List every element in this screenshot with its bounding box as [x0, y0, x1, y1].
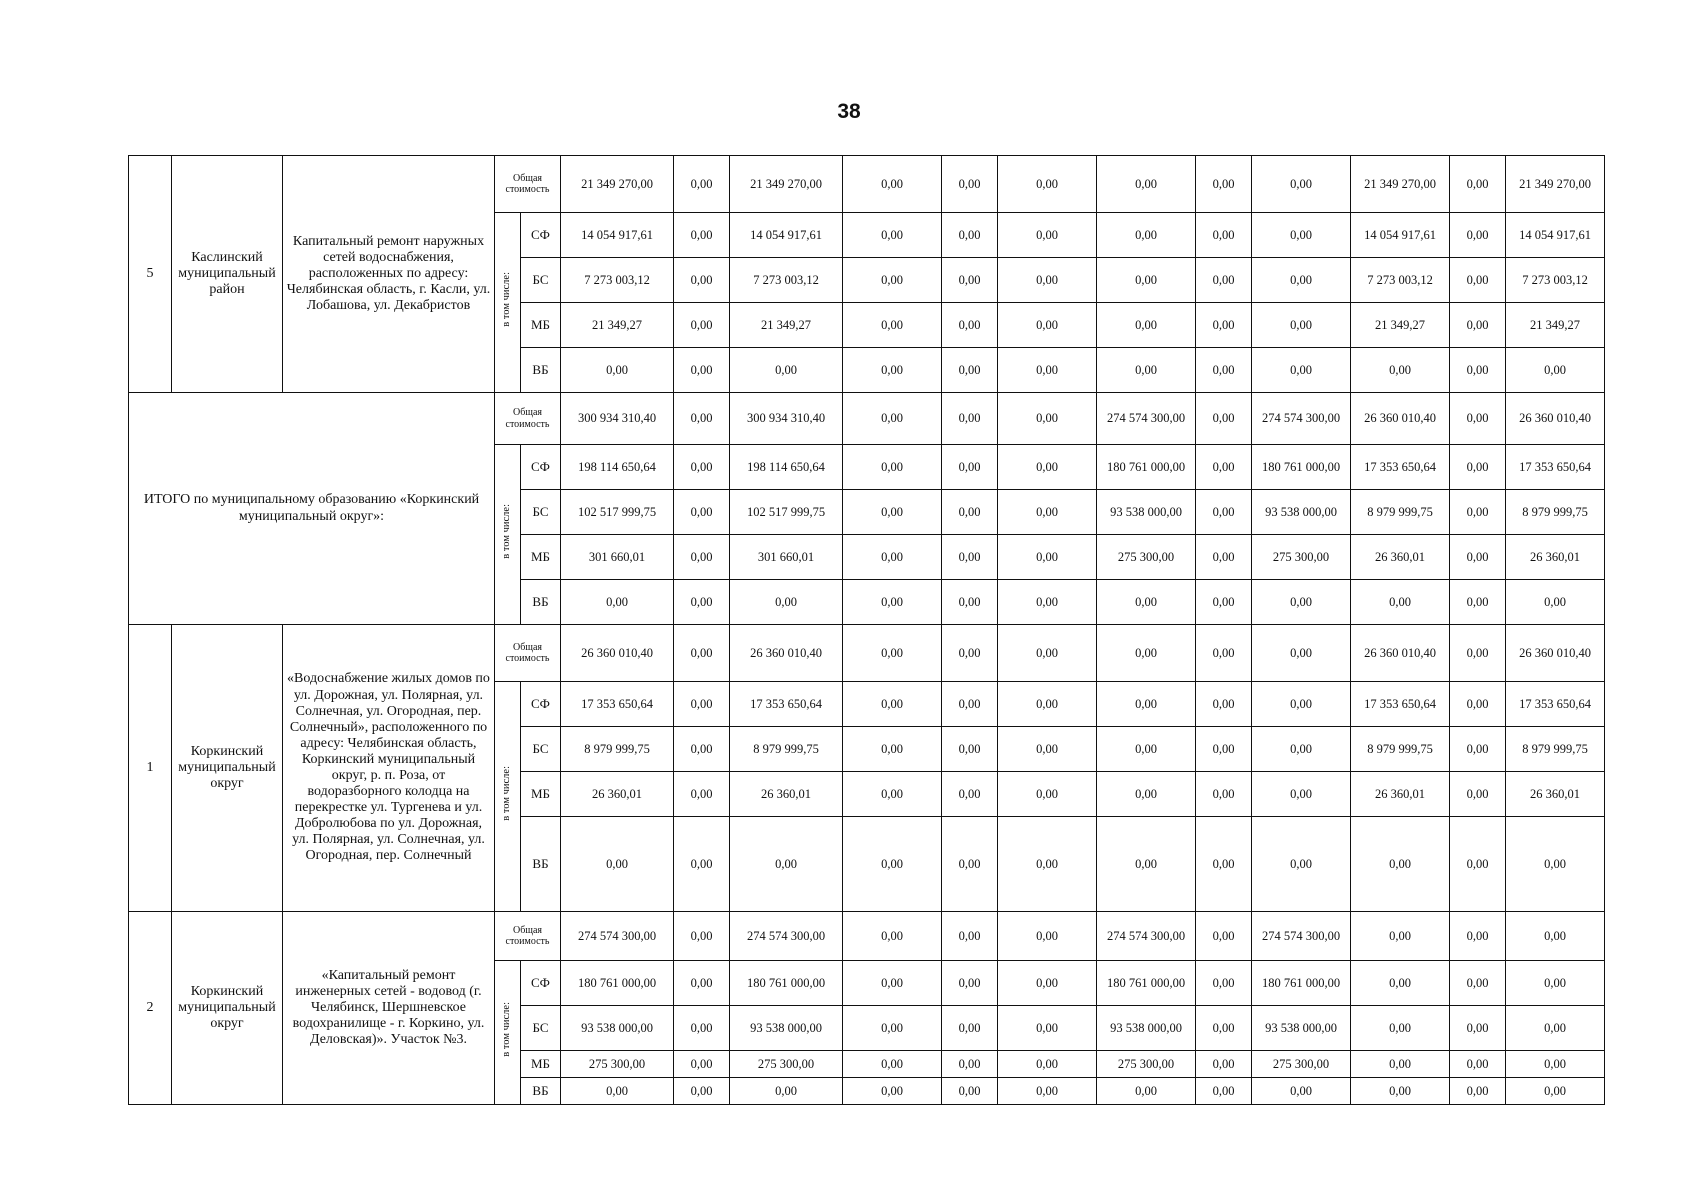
- amount-cell: 0,00: [1097, 303, 1196, 348]
- amount-cell: 0,00: [561, 1078, 674, 1105]
- amount-cell: 0,00: [1351, 961, 1450, 1006]
- amount-cell: 0,00: [843, 625, 942, 682]
- amount-cell: 180 761 000,00: [1097, 961, 1196, 1006]
- municipality-name: Коркинский муниципальный округ: [172, 912, 283, 1105]
- amount-cell: 0,00: [843, 535, 942, 580]
- amount-cell: 0,00: [730, 1078, 843, 1105]
- amount-cell: 102 517 999,75: [561, 490, 674, 535]
- amount-cell: 0,00: [843, 817, 942, 912]
- amount-cell: 0,00: [942, 258, 998, 303]
- amount-cell: 14 054 917,61: [730, 213, 843, 258]
- amount-cell: 0,00: [1196, 213, 1252, 258]
- amount-cell: 0,00: [1097, 682, 1196, 727]
- amount-cell: 0,00: [998, 912, 1097, 961]
- including-text: в том числе:: [501, 1002, 513, 1058]
- amount-cell: 0,00: [1252, 580, 1351, 625]
- amount-cell: 0,00: [998, 772, 1097, 817]
- amount-cell: 0,00: [1196, 625, 1252, 682]
- amount-cell: 0,00: [998, 961, 1097, 1006]
- including-label: [495, 213, 521, 393]
- amount-cell: 0,00: [843, 580, 942, 625]
- table-row: [129, 393, 1605, 445]
- amount-cell: 0,00: [1506, 580, 1605, 625]
- amount-cell: 0,00: [1196, 490, 1252, 535]
- project-description: «Водоснабжение жилых домов по ул. Дорожная, ул. Полярная, ул. Солнечная, ул. Огородная, пер. Солнечный», расположенного по адресу: Челябинская область, Коркинский муниципальный округ, р. п. Роза, от водоразборного колодца на перекрестке ул. Тургенева и ул. Добролюбова по ул. Дорожная, ул. Полярная, ул. Солнечная, ул. Огородная, пер. Солнечный: [283, 625, 495, 912]
- amount-cell: 0,00: [1252, 682, 1351, 727]
- fund-code: СФ: [521, 445, 561, 490]
- amount-cell: 0,00: [1450, 1078, 1506, 1105]
- amount-cell: 275 300,00: [1252, 535, 1351, 580]
- amount-cell: 0,00: [1450, 535, 1506, 580]
- amount-cell: 0,00: [942, 727, 998, 772]
- amount-cell: 0,00: [674, 1006, 730, 1051]
- amount-cell: 0,00: [998, 580, 1097, 625]
- amount-cell: 0,00: [1196, 258, 1252, 303]
- amount-cell: 21 349 270,00: [561, 156, 674, 213]
- amount-cell: 0,00: [1196, 1051, 1252, 1078]
- table-row: [129, 156, 1605, 213]
- amount-cell: 0,00: [1252, 817, 1351, 912]
- amount-cell: 0,00: [1506, 817, 1605, 912]
- amount-cell: 17 353 650,64: [1506, 445, 1605, 490]
- amount-cell: 93 538 000,00: [1097, 490, 1196, 535]
- amount-cell: 0,00: [1506, 1078, 1605, 1105]
- amount-cell: 7 273 003,12: [1351, 258, 1450, 303]
- amount-cell: 180 761 000,00: [730, 961, 843, 1006]
- amount-cell: 0,00: [1097, 258, 1196, 303]
- amount-cell: 300 934 310,40: [730, 393, 843, 445]
- amount-cell: 0,00: [1196, 1078, 1252, 1105]
- project-index: 1: [129, 625, 172, 912]
- amount-cell: 14 054 917,61: [561, 213, 674, 258]
- amount-cell: 8 979 999,75: [1351, 490, 1450, 535]
- amount-cell: 17 353 650,64: [1351, 445, 1450, 490]
- amount-cell: 0,00: [942, 445, 998, 490]
- amount-cell: 198 114 650,64: [730, 445, 843, 490]
- amount-cell: 275 300,00: [1097, 535, 1196, 580]
- fund-code: БС: [521, 727, 561, 772]
- amount-cell: 0,00: [1252, 213, 1351, 258]
- fund-code: МБ: [521, 1051, 561, 1078]
- amount-cell: 93 538 000,00: [1252, 490, 1351, 535]
- amount-cell: 26 360 010,40: [1351, 625, 1450, 682]
- amount-cell: 0,00: [942, 535, 998, 580]
- amount-cell: 0,00: [1196, 727, 1252, 772]
- amount-cell: 26 360 010,40: [730, 625, 843, 682]
- amount-cell: 180 761 000,00: [1252, 445, 1351, 490]
- fund-code: ВБ: [521, 1078, 561, 1105]
- amount-cell: 0,00: [1450, 156, 1506, 213]
- amount-cell: 180 761 000,00: [561, 961, 674, 1006]
- amount-cell: 0,00: [674, 156, 730, 213]
- amount-cell: 0,00: [942, 625, 998, 682]
- amount-cell: 0,00: [843, 912, 942, 961]
- fund-code: МБ: [521, 303, 561, 348]
- amount-cell: 0,00: [561, 348, 674, 393]
- amount-cell: 0,00: [1450, 1006, 1506, 1051]
- including-label: [495, 682, 521, 912]
- amount-cell: 0,00: [1351, 1078, 1450, 1105]
- amount-cell: 0,00: [942, 772, 998, 817]
- amount-cell: 0,00: [998, 490, 1097, 535]
- amount-cell: 0,00: [1506, 348, 1605, 393]
- amount-cell: 274 574 300,00: [730, 912, 843, 961]
- project-description: Капитальный ремонт наружных сетей водоснабжения, расположенных по адресу: Челябинская область, г. Касли, ул. Лобашова, ул. Декабристов: [283, 156, 495, 393]
- amount-cell: 0,00: [998, 1006, 1097, 1051]
- amount-cell: 0,00: [674, 772, 730, 817]
- amount-cell: 0,00: [1252, 348, 1351, 393]
- amount-cell: 0,00: [1450, 912, 1506, 961]
- amount-cell: 274 574 300,00: [561, 912, 674, 961]
- amount-cell: 21 349 270,00: [730, 156, 843, 213]
- amount-cell: 93 538 000,00: [730, 1006, 843, 1051]
- amount-cell: 21 349,27: [730, 303, 843, 348]
- amount-cell: 0,00: [998, 1078, 1097, 1105]
- amount-cell: 0,00: [674, 303, 730, 348]
- municipality-name: Коркинский муниципальный округ: [172, 625, 283, 912]
- amount-cell: 0,00: [1196, 393, 1252, 445]
- amount-cell: 0,00: [998, 817, 1097, 912]
- fund-code: БС: [521, 490, 561, 535]
- amount-cell: 0,00: [1506, 912, 1605, 961]
- amount-cell: 26 360,01: [730, 772, 843, 817]
- amount-cell: 93 538 000,00: [1097, 1006, 1196, 1051]
- amount-cell: 0,00: [998, 625, 1097, 682]
- amount-cell: 0,00: [730, 580, 843, 625]
- amount-cell: 17 353 650,64: [1506, 682, 1605, 727]
- table-row: [129, 625, 1605, 682]
- amount-cell: 180 761 000,00: [1097, 445, 1196, 490]
- amount-cell: 274 574 300,00: [1097, 393, 1196, 445]
- amount-cell: 274 574 300,00: [1252, 912, 1351, 961]
- amount-cell: 0,00: [1252, 727, 1351, 772]
- project-description: «Капитальный ремонт инженерных сетей - водовод (г. Челябинск, Шершневское водохранилище - г. Коркино, ул. Деловская)». Участок №3.: [283, 912, 495, 1105]
- total-cost-label: Общая стоимость: [495, 156, 561, 213]
- amount-cell: 0,00: [998, 727, 1097, 772]
- fund-code: ВБ: [521, 580, 561, 625]
- amount-cell: 21 349,27: [561, 303, 674, 348]
- amount-cell: 17 353 650,64: [561, 682, 674, 727]
- amount-cell: 0,00: [674, 490, 730, 535]
- including-label: [495, 961, 521, 1105]
- amount-cell: 102 517 999,75: [730, 490, 843, 535]
- amount-cell: 0,00: [1196, 817, 1252, 912]
- amount-cell: 0,00: [674, 393, 730, 445]
- amount-cell: 0,00: [1450, 1051, 1506, 1078]
- amount-cell: 0,00: [674, 1051, 730, 1078]
- amount-cell: 0,00: [1196, 682, 1252, 727]
- amount-cell: 275 300,00: [561, 1051, 674, 1078]
- amount-cell: 0,00: [1450, 961, 1506, 1006]
- amount-cell: 0,00: [1252, 625, 1351, 682]
- amount-cell: 0,00: [998, 393, 1097, 445]
- including-text: в том числе:: [501, 504, 513, 560]
- amount-cell: 0,00: [843, 490, 942, 535]
- amount-cell: 274 574 300,00: [1252, 393, 1351, 445]
- amount-cell: 0,00: [843, 1051, 942, 1078]
- amount-cell: 275 300,00: [1097, 1051, 1196, 1078]
- amount-cell: 14 054 917,61: [1506, 213, 1605, 258]
- amount-cell: 0,00: [561, 817, 674, 912]
- amount-cell: 21 349,27: [1351, 303, 1450, 348]
- amount-cell: 0,00: [730, 348, 843, 393]
- amount-cell: 17 353 650,64: [1351, 682, 1450, 727]
- including-text: в том числе:: [501, 766, 513, 822]
- amount-cell: 0,00: [942, 1051, 998, 1078]
- fund-code: ВБ: [521, 348, 561, 393]
- page-number: 38: [837, 100, 861, 123]
- amount-cell: 0,00: [1097, 580, 1196, 625]
- amount-cell: 0,00: [1252, 258, 1351, 303]
- amount-cell: 0,00: [998, 303, 1097, 348]
- amount-cell: 0,00: [942, 1078, 998, 1105]
- amount-cell: 0,00: [1196, 961, 1252, 1006]
- amount-cell: 21 349 270,00: [1506, 156, 1605, 213]
- amount-cell: 0,00: [1506, 1006, 1605, 1051]
- amount-cell: 0,00: [998, 258, 1097, 303]
- amount-cell: 274 574 300,00: [1097, 912, 1196, 961]
- amount-cell: 0,00: [942, 817, 998, 912]
- amount-cell: 0,00: [843, 393, 942, 445]
- amount-cell: 0,00: [1450, 445, 1506, 490]
- amount-cell: 0,00: [998, 1051, 1097, 1078]
- summary-label: ИТОГО по муниципальному образованию «Коркинский муниципальный округ»:: [129, 393, 495, 625]
- fund-code: МБ: [521, 535, 561, 580]
- including-text: в том числе:: [501, 272, 513, 328]
- amount-cell: 0,00: [1196, 348, 1252, 393]
- amount-cell: 0,00: [1097, 1078, 1196, 1105]
- amount-cell: 0,00: [1450, 258, 1506, 303]
- amount-cell: 0,00: [561, 580, 674, 625]
- financing-table: [128, 155, 1605, 1105]
- amount-cell: 0,00: [843, 727, 942, 772]
- amount-cell: 0,00: [1450, 817, 1506, 912]
- fund-code: СФ: [521, 682, 561, 727]
- amount-cell: 21 349,27: [1506, 303, 1605, 348]
- amount-cell: 8 979 999,75: [1351, 727, 1450, 772]
- amount-cell: 0,00: [1252, 1078, 1351, 1105]
- amount-cell: 0,00: [674, 625, 730, 682]
- amount-cell: 7 273 003,12: [1506, 258, 1605, 303]
- amount-cell: 0,00: [942, 348, 998, 393]
- amount-cell: 0,00: [998, 156, 1097, 213]
- project-index: 5: [129, 156, 172, 393]
- amount-cell: 301 660,01: [730, 535, 843, 580]
- including-label: [495, 445, 521, 625]
- amount-cell: 0,00: [674, 258, 730, 303]
- amount-cell: 0,00: [674, 1078, 730, 1105]
- amount-cell: 301 660,01: [561, 535, 674, 580]
- amount-cell: 0,00: [1097, 348, 1196, 393]
- amount-cell: 0,00: [1351, 817, 1450, 912]
- amount-cell: 0,00: [1196, 535, 1252, 580]
- fund-code: БС: [521, 258, 561, 303]
- amount-cell: 8 979 999,75: [1506, 727, 1605, 772]
- total-cost-label: Общая стоимость: [495, 912, 561, 961]
- amount-cell: 0,00: [843, 1006, 942, 1051]
- amount-cell: 0,00: [942, 912, 998, 961]
- total-cost-label: Общая стоимость: [495, 393, 561, 445]
- amount-cell: 14 054 917,61: [1351, 213, 1450, 258]
- amount-cell: 0,00: [843, 772, 942, 817]
- amount-cell: 0,00: [1097, 772, 1196, 817]
- amount-cell: 275 300,00: [730, 1051, 843, 1078]
- amount-cell: 17 353 650,64: [730, 682, 843, 727]
- amount-cell: 0,00: [1097, 213, 1196, 258]
- amount-cell: 93 538 000,00: [1252, 1006, 1351, 1051]
- amount-cell: 0,00: [1196, 1006, 1252, 1051]
- amount-cell: 0,00: [674, 682, 730, 727]
- table-row: [129, 912, 1605, 961]
- amount-cell: 0,00: [1351, 580, 1450, 625]
- amount-cell: 26 360,01: [1506, 535, 1605, 580]
- amount-cell: 21 349 270,00: [1351, 156, 1450, 213]
- amount-cell: 26 360 010,40: [561, 625, 674, 682]
- amount-cell: 0,00: [942, 1006, 998, 1051]
- amount-cell: 0,00: [1450, 580, 1506, 625]
- amount-cell: 0,00: [1196, 772, 1252, 817]
- amount-cell: 26 360,01: [1351, 535, 1450, 580]
- amount-cell: 0,00: [1196, 445, 1252, 490]
- fund-code: СФ: [521, 961, 561, 1006]
- amount-cell: 0,00: [843, 348, 942, 393]
- amount-cell: 26 360,01: [1506, 772, 1605, 817]
- amount-cell: 26 360 010,40: [1351, 393, 1450, 445]
- amount-cell: 0,00: [1351, 1051, 1450, 1078]
- amount-cell: 26 360 010,40: [1506, 625, 1605, 682]
- amount-cell: 0,00: [1450, 625, 1506, 682]
- amount-cell: 93 538 000,00: [561, 1006, 674, 1051]
- amount-cell: 0,00: [942, 580, 998, 625]
- amount-cell: 0,00: [674, 348, 730, 393]
- amount-cell: 0,00: [998, 682, 1097, 727]
- amount-cell: 26 360,01: [561, 772, 674, 817]
- amount-cell: 0,00: [843, 445, 942, 490]
- amount-cell: 7 273 003,12: [730, 258, 843, 303]
- amount-cell: 0,00: [1097, 727, 1196, 772]
- amount-cell: 198 114 650,64: [561, 445, 674, 490]
- amount-cell: 300 934 310,40: [561, 393, 674, 445]
- amount-cell: 0,00: [942, 682, 998, 727]
- fund-code: БС: [521, 1006, 561, 1051]
- amount-cell: 0,00: [1450, 772, 1506, 817]
- amount-cell: 0,00: [843, 213, 942, 258]
- amount-cell: 0,00: [1351, 1006, 1450, 1051]
- amount-cell: 0,00: [1450, 490, 1506, 535]
- municipality-name: Каслинский муниципальный район: [172, 156, 283, 393]
- amount-cell: 0,00: [1351, 912, 1450, 961]
- amount-cell: 0,00: [843, 303, 942, 348]
- amount-cell: 0,00: [1351, 348, 1450, 393]
- amount-cell: 0,00: [674, 535, 730, 580]
- fund-code: МБ: [521, 772, 561, 817]
- amount-cell: 0,00: [730, 817, 843, 912]
- amount-cell: 0,00: [1450, 213, 1506, 258]
- amount-cell: 0,00: [1097, 156, 1196, 213]
- amount-cell: 26 360,01: [1351, 772, 1450, 817]
- fund-code: ВБ: [521, 817, 561, 912]
- amount-cell: 0,00: [843, 258, 942, 303]
- amount-cell: 0,00: [942, 961, 998, 1006]
- amount-cell: 8 979 999,75: [1506, 490, 1605, 535]
- amount-cell: 0,00: [1196, 580, 1252, 625]
- project-index: 2: [129, 912, 172, 1105]
- amount-cell: 0,00: [1450, 303, 1506, 348]
- amount-cell: 0,00: [843, 1078, 942, 1105]
- amount-cell: 180 761 000,00: [1252, 961, 1351, 1006]
- amount-cell: 0,00: [1252, 156, 1351, 213]
- amount-cell: 0,00: [843, 156, 942, 213]
- amount-cell: 0,00: [1450, 682, 1506, 727]
- amount-cell: 0,00: [1506, 961, 1605, 1006]
- amount-cell: 26 360 010,40: [1506, 393, 1605, 445]
- amount-cell: 0,00: [674, 961, 730, 1006]
- amount-cell: 0,00: [998, 535, 1097, 580]
- amount-cell: 8 979 999,75: [730, 727, 843, 772]
- amount-cell: 0,00: [843, 961, 942, 1006]
- amount-cell: 0,00: [998, 445, 1097, 490]
- amount-cell: 0,00: [998, 348, 1097, 393]
- amount-cell: 0,00: [674, 445, 730, 490]
- amount-cell: 0,00: [674, 580, 730, 625]
- amount-cell: 0,00: [942, 303, 998, 348]
- amount-cell: 0,00: [1506, 1051, 1605, 1078]
- amount-cell: 8 979 999,75: [561, 727, 674, 772]
- amount-cell: 0,00: [1196, 303, 1252, 348]
- total-cost-label: Общая стоимость: [495, 625, 561, 682]
- amount-cell: 0,00: [674, 817, 730, 912]
- amount-cell: 0,00: [1252, 772, 1351, 817]
- amount-cell: 0,00: [1196, 912, 1252, 961]
- fund-code: СФ: [521, 213, 561, 258]
- amount-cell: 0,00: [942, 213, 998, 258]
- amount-cell: 0,00: [1097, 817, 1196, 912]
- amount-cell: 0,00: [674, 727, 730, 772]
- amount-cell: 0,00: [1252, 303, 1351, 348]
- amount-cell: 0,00: [1450, 727, 1506, 772]
- amount-cell: 0,00: [942, 156, 998, 213]
- amount-cell: 0,00: [674, 912, 730, 961]
- amount-cell: 0,00: [942, 490, 998, 535]
- amount-cell: 0,00: [674, 213, 730, 258]
- amount-cell: 275 300,00: [1252, 1051, 1351, 1078]
- amount-cell: 0,00: [942, 393, 998, 445]
- amount-cell: 0,00: [1196, 156, 1252, 213]
- amount-cell: 0,00: [1097, 625, 1196, 682]
- amount-cell: 0,00: [1450, 393, 1506, 445]
- amount-cell: 0,00: [1450, 348, 1506, 393]
- amount-cell: 0,00: [998, 213, 1097, 258]
- amount-cell: 7 273 003,12: [561, 258, 674, 303]
- amount-cell: 0,00: [843, 682, 942, 727]
